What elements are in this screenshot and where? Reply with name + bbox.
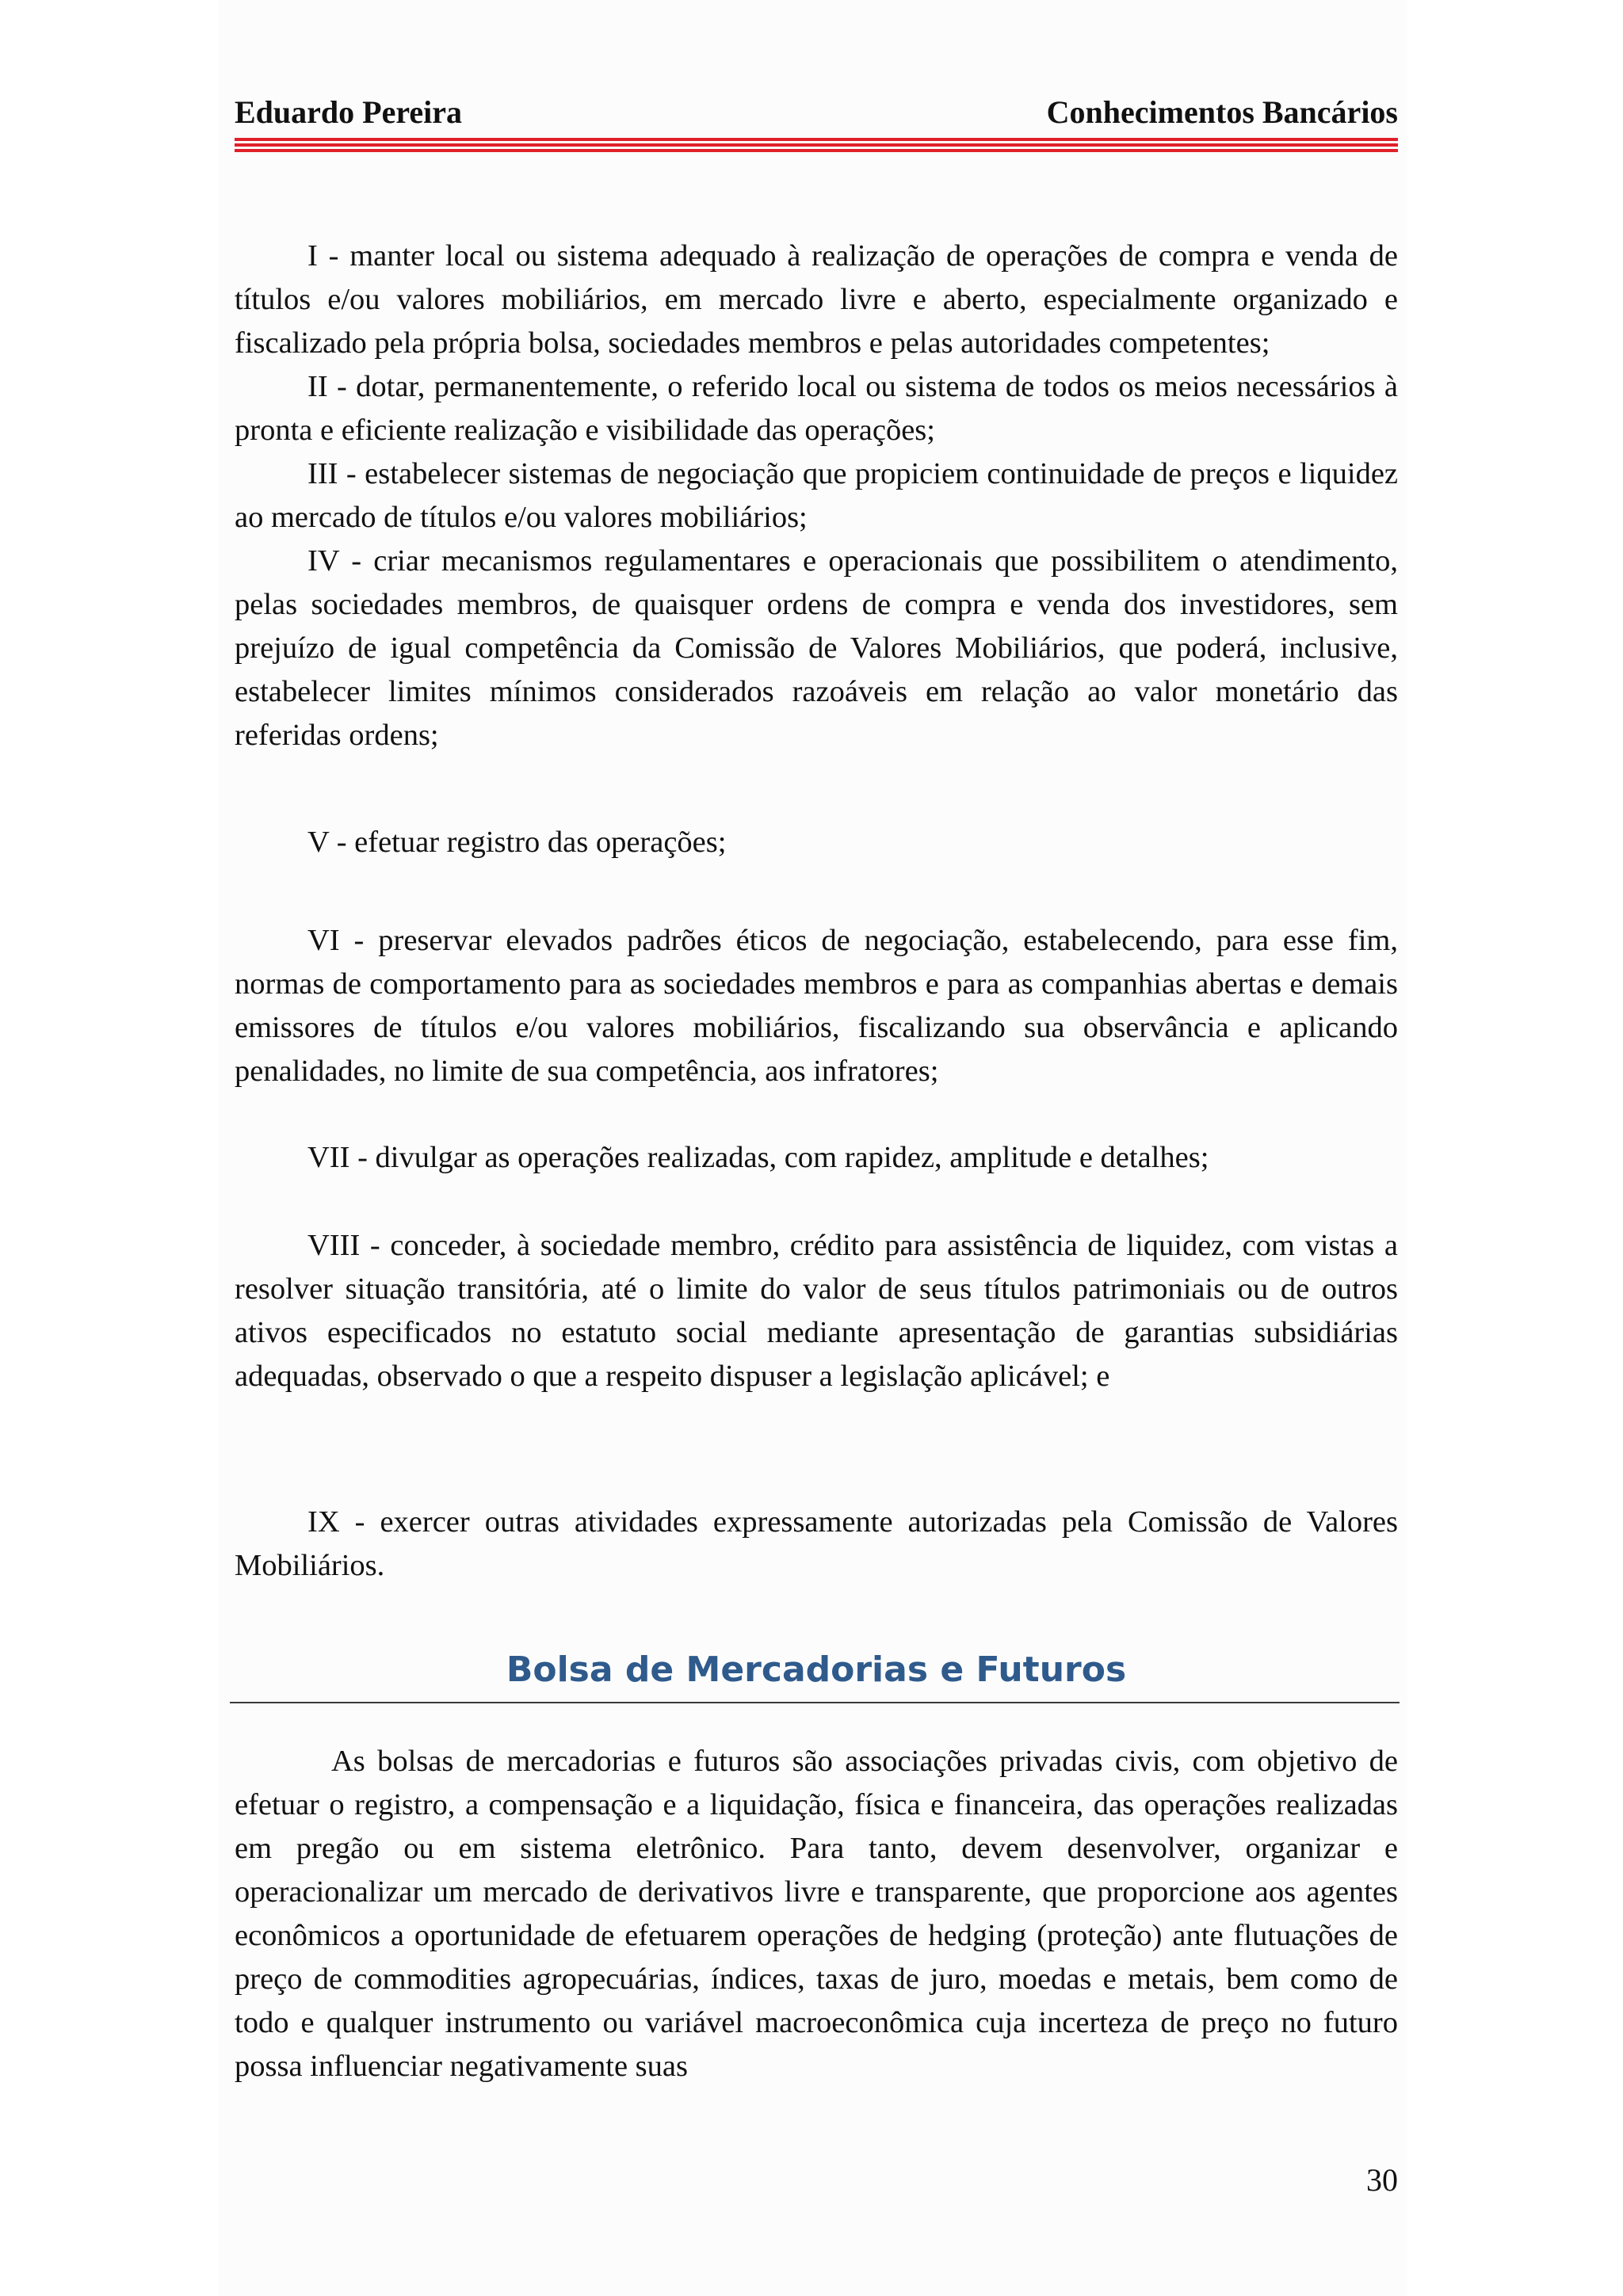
item-iii: III - estabelecer sistemas de negociação que propiciem continuidade de preços e liquidez ao mercado de títulos e/ou valores mobiliários; bbox=[235, 457, 1398, 534]
header-author: Eduardo Pereira bbox=[235, 94, 463, 130]
item-ii: II - dotar, permanentemente, o referido local ou sistema de todos os meios necessários à pronta e eficiente realização e visibilidade das operações; bbox=[235, 370, 1398, 447]
section-title: Bolsa de Mercadorias e Futuros bbox=[506, 1650, 1127, 1690]
item-v: V - efetuar registro das operações; bbox=[307, 826, 727, 859]
item-vi: VI - preservar elevados padrões éticos de negociação, estabelecendo, para esse fim, normas de comportamento para as sociedades membros e para as companhias abertas e demais emissores de títulos e/ou valores mobiliários, fiscalizando sua observância e aplicando penalidades, no limite de sua competência, aos infratores; bbox=[235, 924, 1398, 1088]
item-viii: VIII - conceder, à sociedade membro, crédito para assistência de liquidez, com vistas a resolver situação transitória, até o limite do valor de seus títulos patrimoniais ou de outros ativos especificados no estatuto social mediante apresentação de garantias subsidiárias adequadas, observado o que a respeito dispuser a legislação aplicável; e bbox=[235, 1229, 1398, 1393]
item-ix: IX - exercer outras atividades expressamente autorizadas pela Comissão de Valores Mobiliários. bbox=[235, 1505, 1398, 1582]
header-rule-bottom bbox=[235, 149, 1398, 152]
item-i: I - manter local ou sistema adequado à realização de operações de compra e venda de títulos e/ou valores mobiliários, em mercado livre e aberto, especialmente organizado e fiscalizado pela própria bolsa, sociedades membros e pelas autoridades competentes; bbox=[235, 239, 1398, 360]
item-iv: IV - criar mecanismos regulamentares e operacionais que possibilitem o atendimento, pelas sociedades membros, de quaisquer ordens de compra e venda dos investidores, sem prejuízo de igual competência da Comissão de Valores Mobiliários, que poderá, inclusive, estabelecer limites mínimos considerados razoáveis em relação ao valor monetário das referidas ordens; bbox=[235, 544, 1398, 752]
section-title-underline bbox=[230, 1702, 1400, 1703]
page-header bbox=[235, 93, 1398, 133]
page-number: 30 bbox=[1366, 2162, 1398, 2198]
header-rule-middle bbox=[235, 143, 1398, 147]
header-subject: Conhecimentos Bancários bbox=[1046, 94, 1398, 130]
item-vii: VII - divulgar as operações realizadas, com rapidez, amplitude e detalhes; bbox=[307, 1141, 1209, 1174]
header-rule-top bbox=[235, 138, 1398, 141]
items-i-to-iv bbox=[235, 235, 1398, 757]
section-paragraph: As bolsas de mercadorias e futuros são associações privadas civis, com objetivo de efetuar o registro, a compensação e a liquidação, física e financeira, das operações realizadas em pregão ou em sistema eletrônico. Para tanto, devem desenvolver, organizar e operacionalizar um mercado de derivativos livre e transparente, que proporcione aos agentes econômicos a oportunidade de efetuarem operações de hedging (proteção) ante flutuações de preço de commodities agropecuárias, índices, taxas de juro, moedas e metais, bem como de todo e qualquer instrumento ou variável macroeconômica cuja incerteza de preço no futuro possa influenciar negativamente suas bbox=[235, 1745, 1398, 2083]
